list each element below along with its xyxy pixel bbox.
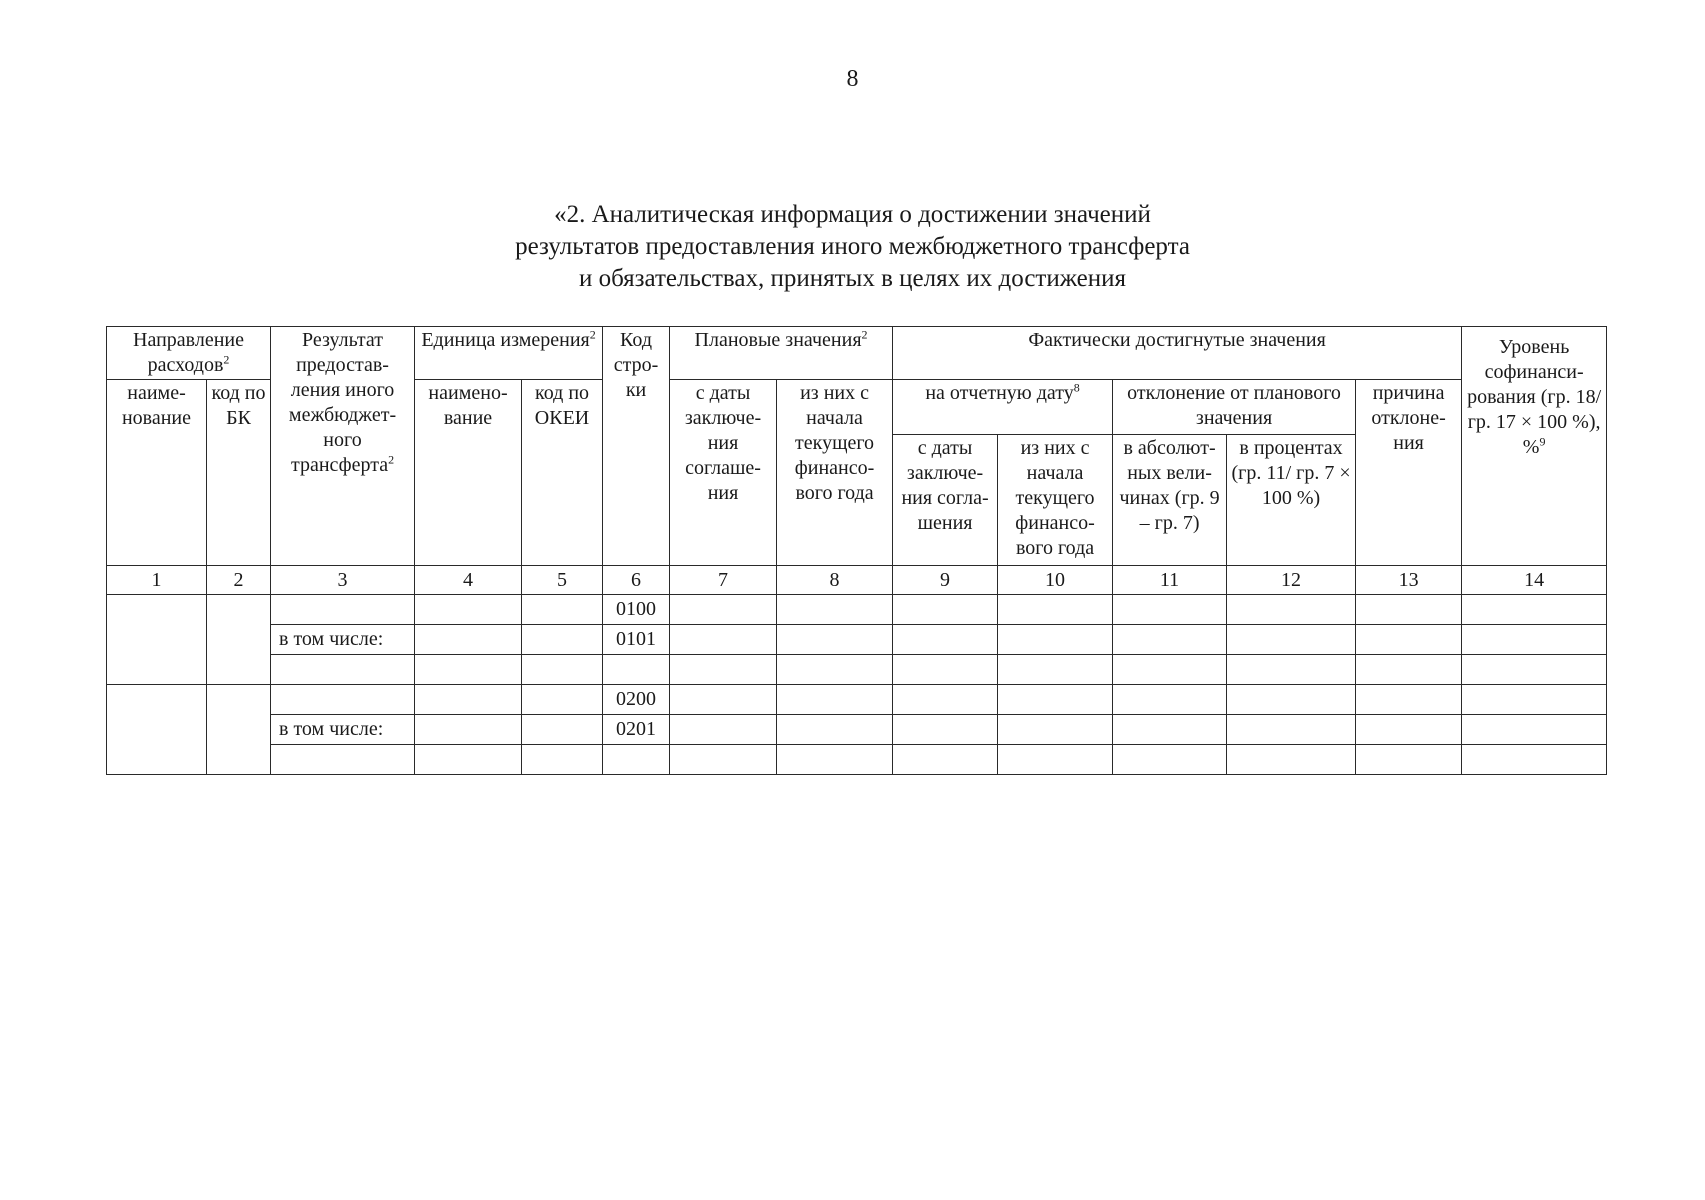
- column-number: 7: [670, 566, 777, 595]
- table-cell[interactable]: [522, 655, 603, 685]
- table-cell[interactable]: [777, 715, 893, 745]
- analytics-table: [106, 326, 1607, 775]
- header-direction-name: наиме-нование: [107, 380, 207, 566]
- header-reason: причина отклоне-ния: [1356, 380, 1462, 566]
- table-cell[interactable]: [777, 745, 893, 775]
- table-cell[interactable]: [998, 595, 1113, 625]
- header-unit-name: наимено-вание: [415, 380, 522, 566]
- table-row: [107, 595, 1607, 625]
- row-code-cell: 0100: [603, 595, 670, 625]
- header-deviation-pct: в процентах (гр. 11/ гр. 7 × 100 %): [1227, 435, 1356, 566]
- title-line-3: и обязательствах, принятых в целях их достижения: [578, 265, 1127, 292]
- table-cell[interactable]: [777, 655, 893, 685]
- table-cell[interactable]: [522, 595, 603, 625]
- table-cell[interactable]: [415, 685, 522, 715]
- table-cell[interactable]: [522, 625, 603, 655]
- table-cell[interactable]: [893, 715, 998, 745]
- table-cell[interactable]: [271, 745, 415, 775]
- header-on-date-from-agreement: с даты заключе-ния согла-шения: [893, 435, 998, 566]
- table-cell[interactable]: [1113, 685, 1227, 715]
- header-row-1: [107, 327, 1607, 380]
- table-cell[interactable]: [670, 655, 777, 685]
- column-numbers-row: [107, 566, 1607, 595]
- table-cell[interactable]: [1462, 595, 1607, 625]
- table-cell[interactable]: [1227, 655, 1356, 685]
- table-cell[interactable]: [1462, 655, 1607, 685]
- table-cell[interactable]: [1462, 685, 1607, 715]
- table-cell[interactable]: [107, 595, 207, 685]
- document-title: [0, 199, 1705, 295]
- table-cell[interactable]: [893, 745, 998, 775]
- table-cell[interactable]: [1227, 595, 1356, 625]
- table-row: [107, 745, 1607, 775]
- table-cell[interactable]: [271, 655, 415, 685]
- title-line-1: «2. Аналитическая информация о достижении значений: [554, 201, 1151, 228]
- table-cell[interactable]: [603, 655, 670, 685]
- column-number: 11: [1113, 566, 1227, 595]
- header-deviation: отклонение от планового значения: [1113, 380, 1356, 435]
- table-row: [107, 715, 1607, 745]
- table-cell[interactable]: [271, 685, 415, 715]
- table-cell[interactable]: [271, 595, 415, 625]
- column-number: 3: [271, 566, 415, 595]
- table-cell[interactable]: [998, 655, 1113, 685]
- column-number: 2: [207, 566, 271, 595]
- table-cell[interactable]: [670, 745, 777, 775]
- table-cell[interactable]: [1227, 715, 1356, 745]
- including-label: в том числе:: [271, 625, 415, 655]
- table-row: [107, 625, 1607, 655]
- table-cell[interactable]: [522, 745, 603, 775]
- table-cell[interactable]: [670, 625, 777, 655]
- table-cell[interactable]: [777, 625, 893, 655]
- table-cell[interactable]: [670, 595, 777, 625]
- row-code-cell: 0101: [603, 625, 670, 655]
- table-cell[interactable]: [1462, 625, 1607, 655]
- column-number: 5: [522, 566, 603, 595]
- table-row: [107, 685, 1607, 715]
- header-cofinancing: Уровень софинанси-рования (гр. 18/ гр. 17 × 100 %), %$^9$: [1462, 327, 1607, 566]
- table-cell[interactable]: [670, 685, 777, 715]
- table-row: [107, 655, 1607, 685]
- column-number: 6: [603, 566, 670, 595]
- header-direction-code: код по БК: [207, 380, 271, 566]
- table-cell[interactable]: [207, 595, 271, 685]
- row-code-cell: 0200: [603, 685, 670, 715]
- table-cell[interactable]: [893, 595, 998, 625]
- table-cell[interactable]: [603, 745, 670, 775]
- table-cell[interactable]: [998, 715, 1113, 745]
- table-cell[interactable]: [1227, 745, 1356, 775]
- column-number: 13: [1356, 566, 1462, 595]
- column-number: 10: [998, 566, 1113, 595]
- header-unit: Единица измерения$^2$: [415, 327, 603, 380]
- header-deviation-abs: в абсолют-ных вели-чинах (гр. 9 – гр. 7): [1113, 435, 1227, 566]
- table-cell[interactable]: [998, 685, 1113, 715]
- header-planned-from-year: из них с начала текущего финансо-вого года: [777, 380, 893, 566]
- table-cell[interactable]: [1356, 625, 1462, 655]
- header-on-date: на отчетную дату$^8$: [893, 380, 1113, 435]
- table-cell[interactable]: [415, 745, 522, 775]
- table-cell[interactable]: [1227, 625, 1356, 655]
- header-planned: Плановые значения$^2$: [670, 327, 893, 380]
- table-cell[interactable]: [1113, 595, 1227, 625]
- header-actual: Фактически достигнутые значения: [893, 327, 1462, 380]
- title-line-2: результатов предоставления иного межбюджетного трансферта: [515, 233, 1190, 260]
- column-number: 4: [415, 566, 522, 595]
- row-code-cell: 0201: [603, 715, 670, 745]
- table-cell[interactable]: [1113, 655, 1227, 685]
- table-cell[interactable]: [1356, 685, 1462, 715]
- table-cell[interactable]: [522, 715, 603, 745]
- table-cell[interactable]: [893, 655, 998, 685]
- table-cell[interactable]: [893, 685, 998, 715]
- table-cell[interactable]: [415, 625, 522, 655]
- table-cell[interactable]: [415, 655, 522, 685]
- header-unit-code: код по ОКЕИ: [522, 380, 603, 566]
- column-number: 14: [1462, 566, 1607, 595]
- header-planned-from-agreement: с даты заключе-ния соглаше-ния: [670, 380, 777, 566]
- table-cell[interactable]: [893, 625, 998, 655]
- table-cell[interactable]: [1462, 715, 1607, 745]
- table-cell[interactable]: [670, 715, 777, 745]
- table-cell[interactable]: [998, 625, 1113, 655]
- table-cell[interactable]: [1356, 745, 1462, 775]
- header-row-code: Код стро-ки: [603, 327, 670, 566]
- table-cell[interactable]: [522, 685, 603, 715]
- column-number: 1: [107, 566, 207, 595]
- table-cell[interactable]: [1356, 655, 1462, 685]
- table-cell[interactable]: [1356, 595, 1462, 625]
- column-number: 8: [777, 566, 893, 595]
- table-cell[interactable]: [1462, 745, 1607, 775]
- header-on-date-from-year: из них с начала текущего финансо-вого года: [998, 435, 1113, 566]
- table-cell[interactable]: [777, 595, 893, 625]
- table-cell[interactable]: [998, 745, 1113, 775]
- table-cell[interactable]: [1356, 715, 1462, 745]
- table-cell[interactable]: [1113, 715, 1227, 745]
- column-number: 9: [893, 566, 998, 595]
- table-cell[interactable]: [777, 685, 893, 715]
- page-number: 8: [846, 66, 859, 92]
- header-result: Результат предостав-ления иного межбюджет-ного трансферта$^2$: [271, 327, 415, 566]
- table-cell[interactable]: [415, 595, 522, 625]
- column-number: 12: [1227, 566, 1356, 595]
- table-cell[interactable]: [207, 685, 271, 775]
- table-cell[interactable]: [1113, 745, 1227, 775]
- table-cell[interactable]: [1113, 625, 1227, 655]
- table-cell[interactable]: [1227, 685, 1356, 715]
- header-direction: Направление расходов$^2$: [107, 327, 271, 380]
- table-cell[interactable]: [107, 685, 207, 775]
- table-cell[interactable]: [415, 715, 522, 745]
- including-label: в том числе:: [271, 715, 415, 745]
